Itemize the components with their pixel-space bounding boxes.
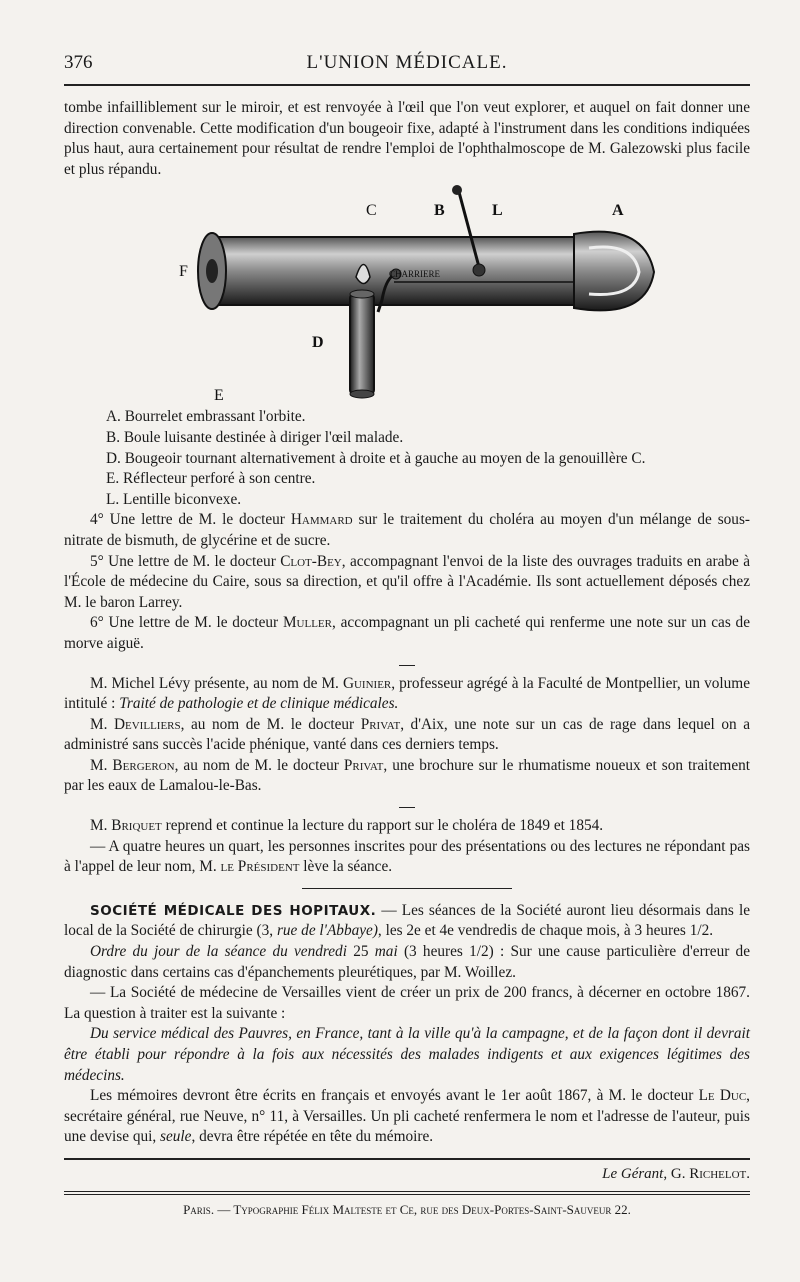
legend-item: E. Réflecteur perforé à son centre.: [106, 470, 316, 488]
ophthalmoscope-illustration: [134, 182, 694, 407]
legend-item: B. Boule luisante destinée à diriger l'œil malade.: [106, 428, 404, 446]
footer-rule: [64, 1191, 750, 1192]
prize-question: Du service médical des Pauvres, en France, tant à la ville qu'à la campagne, et de la façon dont il devrait être établi pour répondre à la fois aux nécessités des malades indigents et aux exigences légitimes des médecins.: [64, 1025, 750, 1084]
bottom-rule: [64, 1158, 750, 1160]
closing-1: M. Briquet reprend et continue la lecture du rapport sur le choléra de 1849 et 1854.: [90, 817, 604, 835]
item-5: 5° Une lettre de M. le docteur Clot-Bey, accompagnant l'envoi de la liste des ouvrages traduits en arabe à l'École de médecine du Caire, sous sa direction, et qu'il offre à l'Académie. Ils sont actuellement déposés chez M. le baron Larrey.: [64, 552, 750, 611]
header-rule: [64, 84, 750, 86]
society-announcement: SOCIÉTÉ MÉDICALE DES HOPITAUX. — Les séances de la Société auront lieu désormais dans le local de la Société de chirurgie (3, rue de l'Abbaye), les 2e et 4e vendredis de chaque mois, à 3 heures 1/2.: [64, 901, 750, 940]
section-separator: [399, 807, 415, 808]
footer-rule: [64, 1194, 750, 1195]
versailles-prize: — La Société de médecine de Versailles vient de créer un prix de 200 francs, à décerner en octobre 1867. La question à traiter est la suivante :: [64, 984, 750, 1022]
journal-title: L'UNION MÉDICALE.: [306, 52, 508, 73]
candle-holder: [350, 294, 374, 394]
maker-engraving: CHARRIERE: [389, 269, 441, 280]
label-b: B: [434, 202, 445, 220]
presentation-2: M. Devilliers, au nom de M. le docteur Privat, d'Aix, une note sur un cas de rage dans lequel on a administré sans succès l'acide phénique, vanté dans ces derniers temps.: [64, 715, 750, 754]
legend-item: A. Bourrelet embrassant l'orbite.: [106, 408, 306, 426]
item-4: 4° Une lettre de M. le docteur Hammard sur le traitement du choléra au moyen d'un mélange de sous-nitrate de bismuth, de glycérine et de sucre.: [64, 511, 750, 549]
closing-2: — A quatre heures un quart, les personnes inscrites pour des présentations ou des lectures ne répondant pas à l'appel de leur nom, M. le Président lève la séance.: [64, 837, 750, 876]
label-d: D: [312, 334, 324, 352]
guide-ball: [452, 185, 462, 195]
printer-imprint: Paris. — Typographie Félix Malteste et Ce, rue des Deux-Portes-Saint-Sauveur 22.: [183, 1201, 631, 1217]
section-rule: [302, 888, 512, 889]
section-separator: [399, 665, 415, 666]
ophthalmoscope-figure: [64, 182, 750, 407]
legend-item: D. Bougeoir tournant alternativement à droite et à gauche au moyen de la genouillère C.: [106, 449, 646, 467]
page-header: [64, 44, 750, 84]
label-e: E: [214, 387, 224, 405]
submission-rules: Les mémoires devront être écrits en français et envoyés avant le 1er août 1867, à M. le docteur Le Duc, secrétaire général, rue Neuve, n° 11, à Versailles. Un pli cacheté renfermera le nom et l'adresse de l'auteur, puis une devise qui, seule, devra être répétée en tête du mémoire.: [64, 1087, 750, 1146]
intro-paragraph: tombe infailliblement sur le miroir, et est renvoyée à l'œil que l'on veut explorer, et auquel on fait donner une direction convenable. Cette modification d'un bougeoir fixe, adapté à l'instrument dans les conditions indiquées plus haut, aura certainement pour résultat de rendre l'emploi de l'ophthalmoscope de M. Galezowski plus facile et plus répandu.: [64, 99, 750, 178]
presentation-1: M. Michel Lévy présente, au nom de M. Guinier, professeur agrégé à la Faculté de Montpellier, un volume intitulé : Traité de pathologie et de clinique médicales.: [64, 674, 750, 713]
managing-editor: Le Gérant, G. Richelot.: [602, 1165, 750, 1182]
item-6: 6° Une lettre de M. le docteur Muller, accompagnant un pli cacheté qui renferme une note sur un cas de morve aiguë.: [64, 614, 750, 652]
orbit-cup: [574, 232, 654, 311]
society-title: SOCIÉTÉ MÉDICALE DES HOPITAUX.: [90, 902, 377, 919]
label-c: C: [366, 202, 377, 220]
legend-item: L. Lentille biconvexe.: [106, 490, 242, 508]
society-agenda: Ordre du jour de la séance du vendredi 25 mai (3 heures 1/2) : Sur une cause particulière d'erreur de diagnostic dans certains cas d'épanchements pleurétiques, par M. Woillez.: [64, 943, 750, 981]
label-l: L: [492, 202, 503, 220]
label-f: F: [179, 263, 188, 281]
presentation-3: M. Bergeron, au nom de M. le docteur Privat, une brochure sur le rhumatisme noueux et son traitement par les eaux de Lamalou-le-Bas.: [64, 756, 751, 795]
page-number: 376: [64, 52, 93, 73]
figure-legend: [106, 407, 750, 510]
label-a: A: [612, 202, 624, 220]
